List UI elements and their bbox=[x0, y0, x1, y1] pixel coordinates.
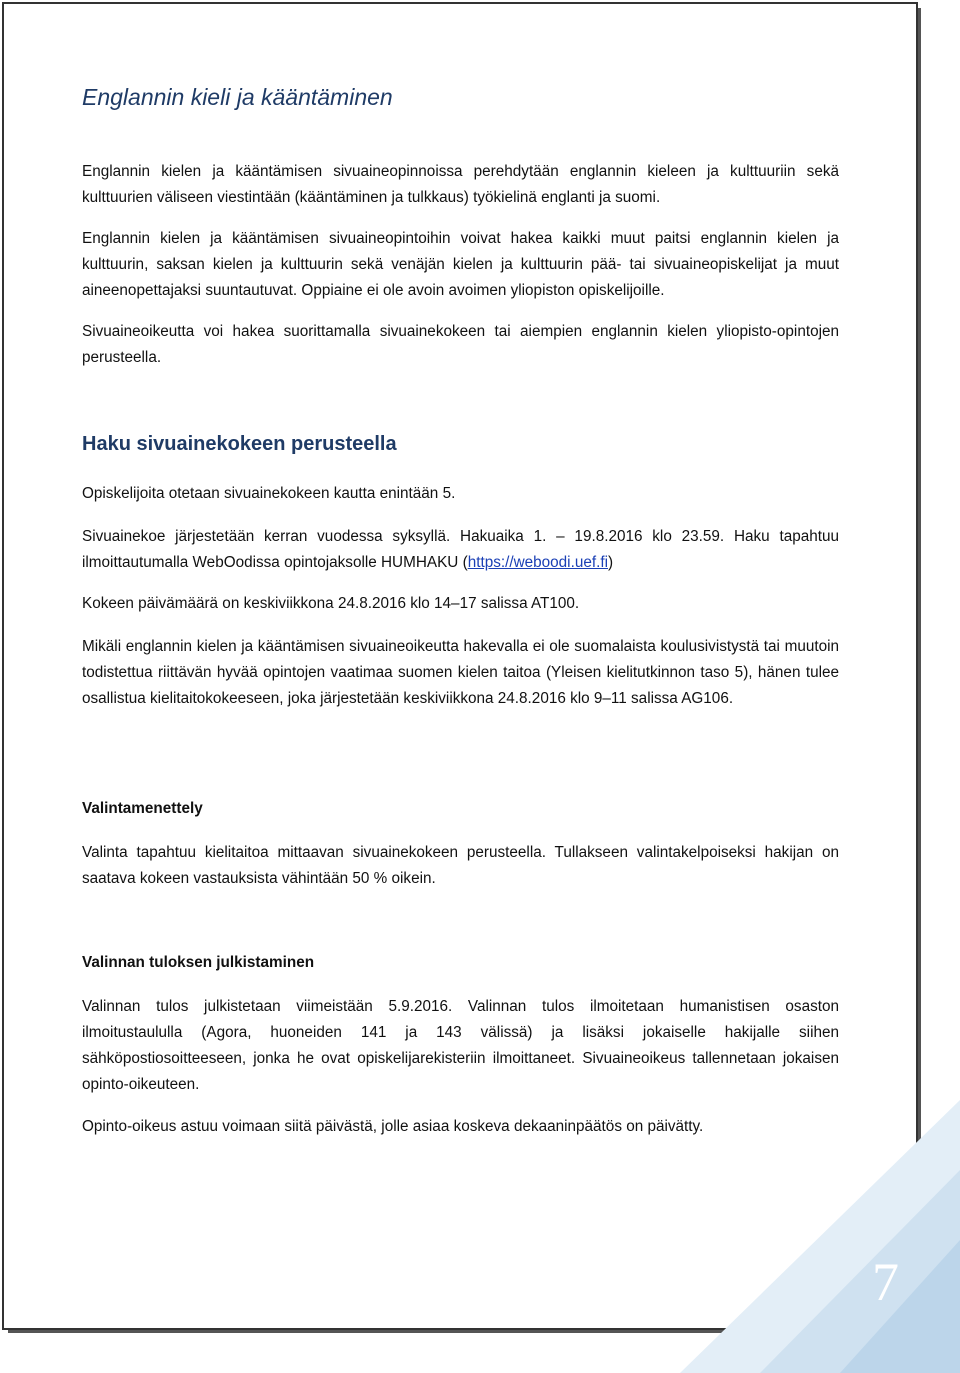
section-heading-valintamenettely: Valintamenettely bbox=[82, 800, 203, 817]
haku-paragraph-2-text: Sivuainekoe järjestetään kerran vuodessa syksyllä. Hakuaika 1. – 19.8.2016 klo 23.59. Haku tapahtuu ilmoittautumalla WebOodissa opintojaksolle HUMHAKU ( bbox=[82, 528, 839, 571]
haku-paragraph-3: Kokeen päivämäärä on keskiviikkona 24.8.2016 klo 14–17 salissa AT100. bbox=[82, 595, 580, 612]
haku-paragraph-1: Opiskelijoita otetaan sivuainekokeen kautta enintään 5. bbox=[82, 485, 456, 502]
page-number: 7 bbox=[872, 1252, 899, 1312]
intro-paragraph-1: Englannin kielen ja kääntämisen sivuaineopinnoissa perehdytään englannin kieleen ja kulttuuriin sekä kulttuurien väliseen viestintään (kääntäminen ja tulkkaus) työkielinä englanti ja suomi. bbox=[82, 163, 839, 206]
valintamenettely-paragraph: Valinta tapahtuu kielitaitoa mittaavan sivuainekokeen perusteella. Tullakseen valintakelpoiseksi hakijan on saatava kokeen vastauksista vähintään 50 % oikein. bbox=[82, 844, 839, 887]
haku-paragraph-2 bbox=[82, 524, 839, 576]
section-heading-julkistaminen: Valinnan tuloksen julkistaminen bbox=[82, 954, 315, 971]
intro-paragraph-2: Englannin kielen ja kääntämisen sivuaineopintoihin voivat hakea kaikki muut paitsi englannin kielen ja kulttuurin, saksan kielen ja kulttuurin sekä venäjän kielen ja kulttuurin pää- tai sivuaineopiskelijat ja muut aineenopettajaksi suuntautuvat. Oppiaine ei ole avoin avoimen yliopiston opiskelijoille. bbox=[82, 230, 839, 299]
haku-paragraph-2-end: ) bbox=[608, 554, 614, 571]
julkistaminen-paragraph-1: Valinnan tulos julkistetaan viimeistään 5.9.2016. Valinnan tulos ilmoitetaan humanistisen osaston ilmoitustaululla (Agora, huoneiden 141 ja 143 välissä) ja lisäksi jokaiselle hakijalle siihen sähköpostiosoitteeseen, jonka he ovat opiskelijarekisteriin ilmoittaneet. Sivuaineoikeus tallennetaan jokaisen opinto-oikeuteen. bbox=[82, 998, 839, 1093]
weboodi-link[interactable]: https://weboodi.uef.fi bbox=[467, 554, 608, 571]
page-title: Englannin kieli ja kääntäminen bbox=[82, 84, 393, 110]
section-heading-haku: Haku sivuainekokeen perusteella bbox=[82, 433, 397, 455]
intro-paragraph-3: Sivuaineoikeutta voi hakea suorittamalla sivuainekokeen tai aiempien englannin kielen yliopisto-opintojen perusteella. bbox=[82, 323, 839, 366]
julkistaminen-paragraph-2: Opinto-oikeus astuu voimaan siitä päivästä, jolle asiaa koskeva dekaaninpäätös on päivätty. bbox=[82, 1118, 704, 1135]
haku-paragraph-4: Mikäli englannin kielen ja kääntämisen sivuaineoikeutta hakevalla ei ole suomalaista koulusivistystä tai muutoin todistettua riittävän hyvää opintojen vaatimaa suomen kielen taitoa (Yleisen kielitutkinnon taso 5), hänen tulee osallistua kielitaitokokeeseen, joka järjestetään keskiviikkona 24.8.2016 klo 9–11 salissa AG106. bbox=[82, 638, 839, 707]
